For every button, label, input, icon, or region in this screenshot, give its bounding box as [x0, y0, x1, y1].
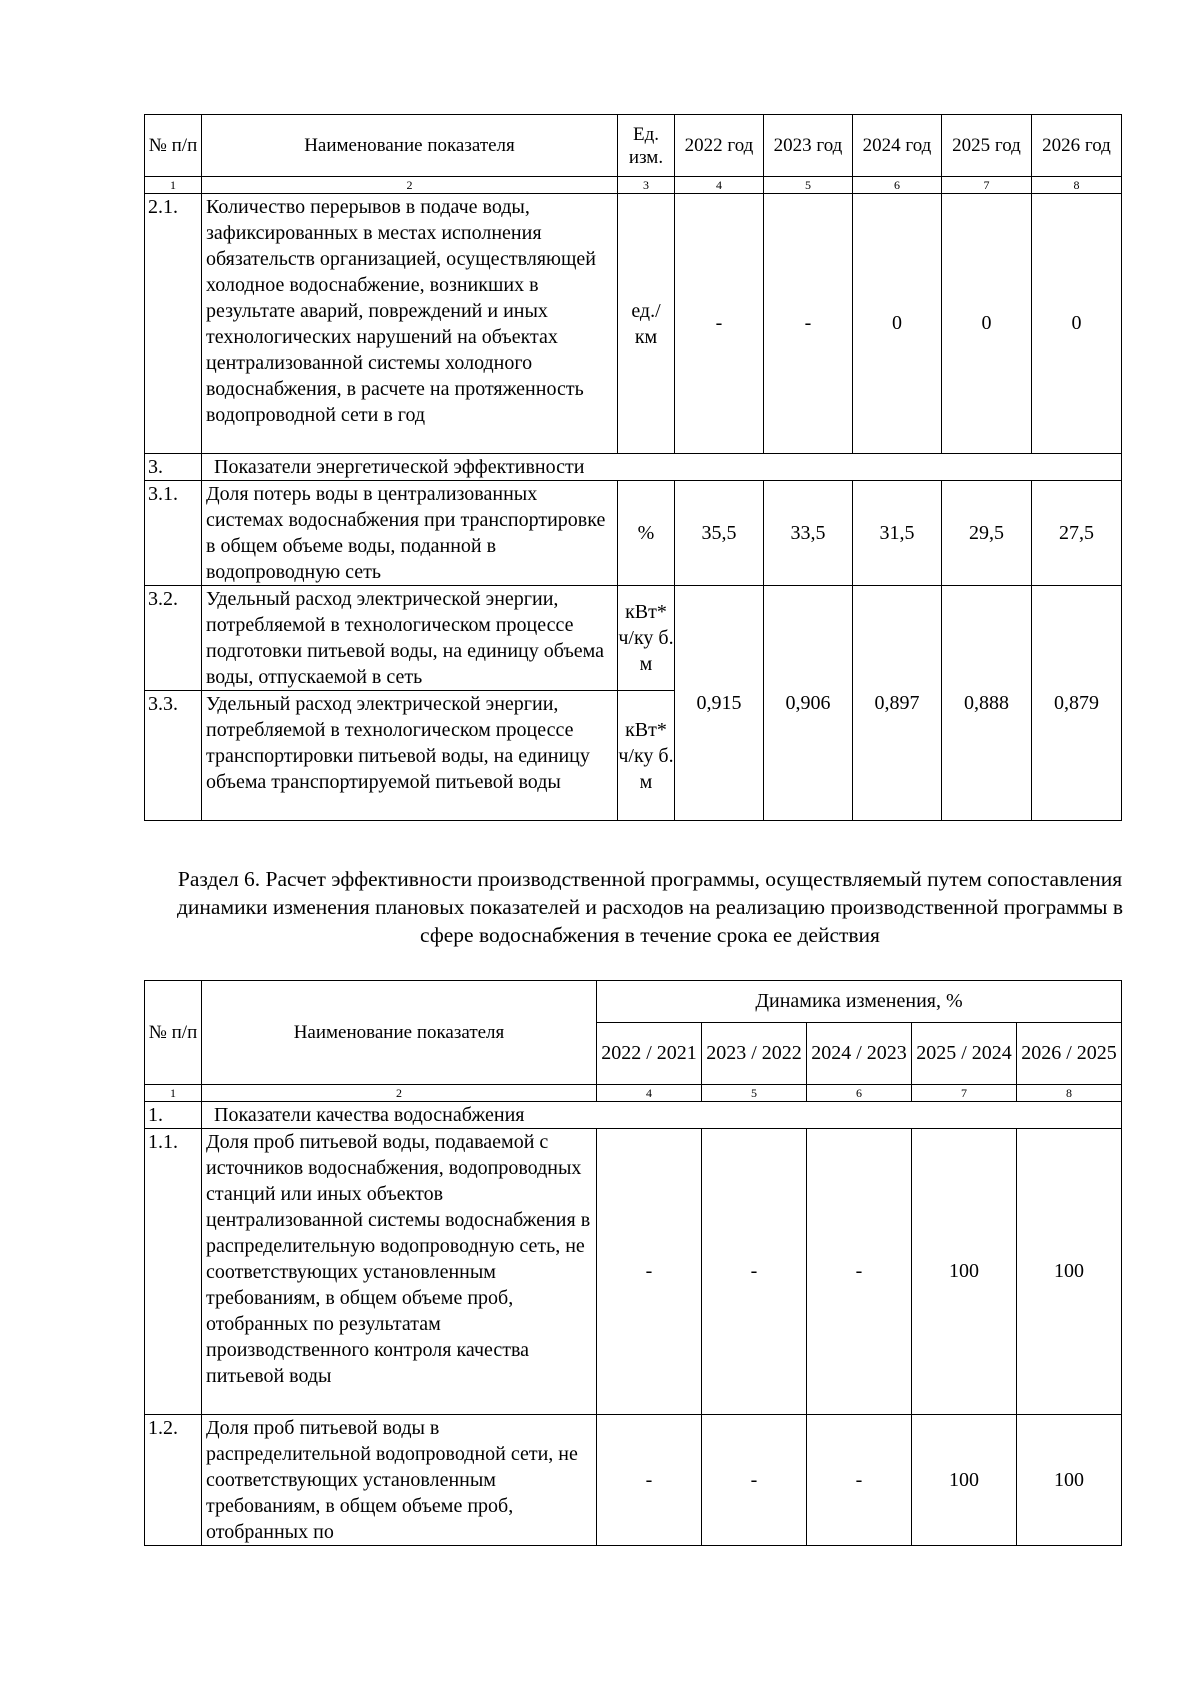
table-row: [145, 481, 1122, 586]
header-name: Наименование показателя: [202, 981, 597, 1085]
col-number: 7: [912, 1085, 1017, 1102]
header-year-2026: 2026 год: [1032, 115, 1122, 177]
header-period: 2026 / 2025: [1017, 1023, 1122, 1085]
col-number: 7: [942, 177, 1032, 194]
col-number: 8: [1032, 177, 1122, 194]
header-year-2025: 2025 год: [942, 115, 1032, 177]
row-code: 3.2.: [145, 586, 202, 691]
section-code: 1.: [145, 1102, 202, 1129]
header-year-2022: 2022 год: [675, 115, 764, 177]
row-unit: кВт* ч/ку б. м: [618, 586, 675, 691]
merged-value: 0,879: [1032, 586, 1122, 821]
indicators-table: [144, 114, 1122, 821]
row-name: Доля потерь воды в централизованных системах водоснабжения при транспортировке в общем объеме воды, поданной в водопроводную сеть: [202, 481, 618, 586]
row-code: 2.1.: [145, 194, 202, 454]
row-code: 3.3.: [145, 691, 202, 821]
column-numbers-row: [145, 1085, 1122, 1102]
row-value: -: [675, 194, 764, 454]
col-number: 8: [1017, 1085, 1122, 1102]
header-period: 2025 / 2024: [912, 1023, 1017, 1085]
dynamics-table: [144, 980, 1122, 1546]
col-number: 1: [145, 1085, 202, 1102]
row-unit: ед./ км: [618, 194, 675, 454]
header-row: [145, 981, 1122, 1023]
table-row: [145, 1415, 1122, 1546]
merged-value: 0,888: [942, 586, 1032, 821]
table-row: [145, 194, 1122, 454]
section-code: 3.: [145, 454, 202, 481]
row-value: -: [702, 1129, 807, 1415]
table-row: [145, 1129, 1122, 1415]
row-value: 0: [1032, 194, 1122, 454]
row-value: 31,5: [853, 481, 942, 586]
header-year-2024: 2024 год: [853, 115, 942, 177]
section-heading: Раздел 6. Расчет эффективности производственной программы, осуществляемый путем сопоставления динамики изменения плановых показателей и расходов на реализацию производственной программы в сфере водоснабжения в течение срока ее действия: [176, 867, 1123, 947]
row-code: 1.1.: [145, 1129, 202, 1415]
row-code: 1.2.: [145, 1415, 202, 1546]
row-unit: кВт* ч/ку б. м: [618, 691, 675, 821]
row-value: 100: [1017, 1415, 1122, 1546]
header-num: № п/п: [145, 981, 202, 1085]
section-title: Показатели энергетической эффективности: [202, 454, 1122, 481]
row-value: -: [597, 1129, 702, 1415]
col-number: 3: [618, 177, 675, 194]
row-code: 3.1.: [145, 481, 202, 586]
col-number: 4: [675, 177, 764, 194]
header-dynamics: Динамика изменения, %: [597, 981, 1122, 1023]
row-value: -: [807, 1415, 912, 1546]
row-unit: %: [618, 481, 675, 586]
row-value: 100: [912, 1129, 1017, 1415]
row-value: 29,5: [942, 481, 1032, 586]
header-year-2023: 2023 год: [764, 115, 853, 177]
row-value: -: [764, 194, 853, 454]
row-value: 0: [853, 194, 942, 454]
section-row: [145, 1102, 1122, 1129]
section-row: [145, 454, 1122, 481]
header-period: 2022 / 2021: [597, 1023, 702, 1085]
row-value: -: [807, 1129, 912, 1415]
row-value: 33,5: [764, 481, 853, 586]
header-period: 2024 / 2023: [807, 1023, 912, 1085]
row-name: Доля проб питьевой воды в распределительной водопроводной сети, не соответствующих установленным требованиям, в общем объеме проб, отобранных по: [202, 1415, 597, 1546]
table-row: [145, 586, 1122, 691]
row-value: 35,5: [675, 481, 764, 586]
row-name: Количество перерывов в подаче воды, зафиксированных в местах исполнения обязательств организацией, осуществляющей холодное водоснабжение, возникших в результате аварий, повреждений и иных технологических нарушений на объектах централизованной системы холодного водоснабжения, в расчете на протяженность водопроводной сети в год: [202, 194, 618, 454]
row-name: Доля проб питьевой воды, подаваемой с источников водоснабжения, водопроводных станций или иных объектов централизованной системы водоснабжения в распределительную водопроводную сеть, не соответствующих установленным требованиям, в общем объеме проб, отобранных по результатам производственного контроля качества питьевой воды: [202, 1129, 597, 1415]
header-name: Наименование показателя: [202, 115, 618, 177]
col-number: 5: [764, 177, 853, 194]
merged-value: 0,915: [675, 586, 764, 821]
col-number: 2: [202, 177, 618, 194]
row-value: 100: [912, 1415, 1017, 1546]
section-title: Показатели качества водоснабжения: [202, 1102, 1122, 1129]
header-num: № п/п: [145, 115, 202, 177]
header-row: [145, 115, 1122, 177]
col-number: 1: [145, 177, 202, 194]
row-value: -: [597, 1415, 702, 1546]
merged-value: 0,897: [853, 586, 942, 821]
row-value: 100: [1017, 1129, 1122, 1415]
col-number: 5: [702, 1085, 807, 1102]
col-number: 2: [202, 1085, 597, 1102]
header-unit: Ед. изм.: [618, 115, 675, 177]
column-numbers-row: [145, 177, 1122, 194]
merged-value: 0,906: [764, 586, 853, 821]
row-value: 0: [942, 194, 1032, 454]
header-period: 2023 / 2022: [702, 1023, 807, 1085]
col-number: 6: [853, 177, 942, 194]
row-name: Удельный расход электрической энергии, потребляемой в технологическом процессе транспортировки питьевой воды, на единицу объема транспортируемой питьевой воды: [202, 691, 618, 821]
row-value: -: [702, 1415, 807, 1546]
col-number: 6: [807, 1085, 912, 1102]
col-number: 4: [597, 1085, 702, 1102]
row-name: Удельный расход электрической энергии, потребляемой в технологическом процессе подготовки питьевой воды, на единицу объема воды, отпускаемой в сеть: [202, 586, 618, 691]
row-value: 27,5: [1032, 481, 1122, 586]
